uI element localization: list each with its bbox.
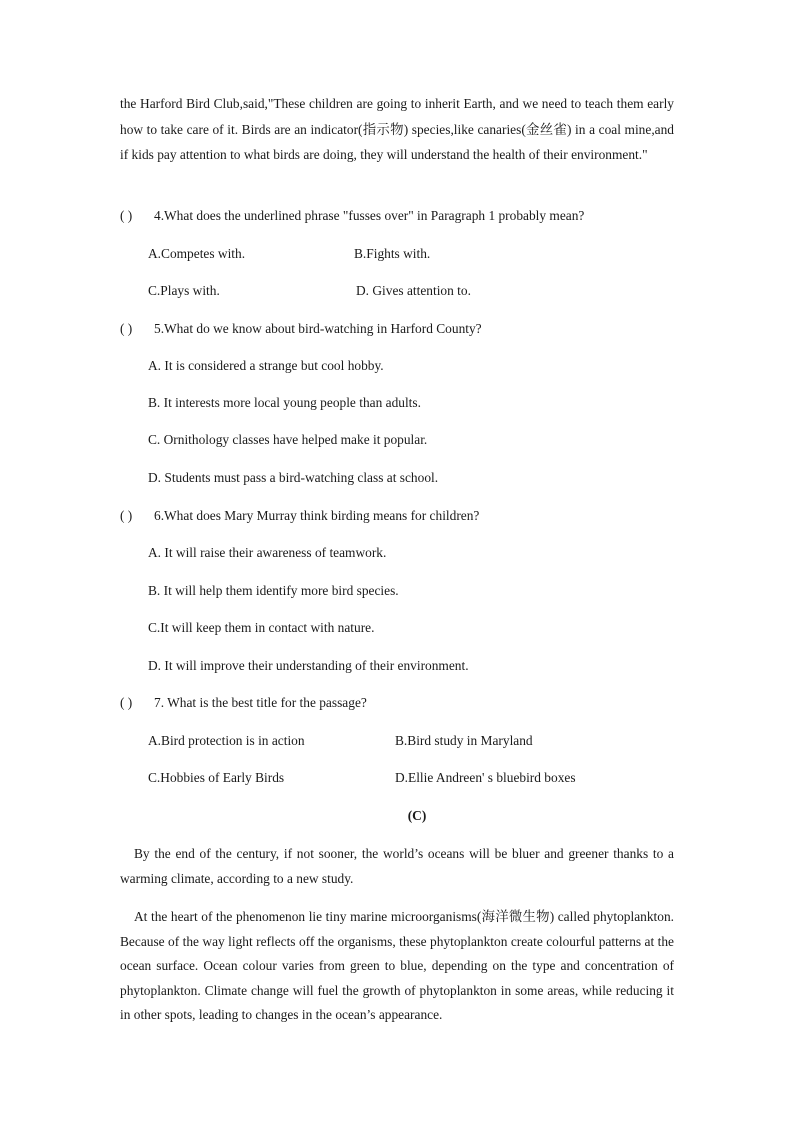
option-d: D.Ellie Andreen' s bluebird boxes — [395, 770, 576, 785]
answer-blank[interactable]: ( ) — [120, 208, 133, 223]
question-stem: 6.What does Mary Murray think birding means for children? — [154, 508, 480, 523]
question-stem: 5.What do we know about bird-watching in Harford County? — [154, 321, 482, 336]
option-b: B. It interests more local young people than adults. — [148, 395, 421, 410]
question-stem: 4.What does the underlined phrase "fusses over" in Paragraph 1 probably mean? — [154, 208, 585, 223]
option-d: D. Gives attention to. — [356, 283, 471, 298]
question-4 — [120, 208, 584, 224]
option-c: C.It will keep them in contact with nature. — [148, 620, 375, 635]
question-stem: 7. What is the best title for the passage? — [154, 695, 367, 710]
option-a: A. It is considered a strange but cool hobby. — [148, 358, 384, 373]
option-c: C.Plays with. — [148, 283, 220, 298]
option-c: C.Hobbies of Early Birds — [148, 770, 285, 785]
option-d: D. Students must pass a bird-watching class at school. — [148, 470, 439, 485]
question-5 — [120, 321, 482, 337]
answer-blank[interactable]: ( ) — [120, 695, 133, 710]
intro-paragraph: the Harford Bird Club,said,"These children are going to inherit Earth, and we need to teach them early how to take care of it. Birds are an indicator(指示物) species,like canaries(金丝雀) in a coal mine,and if kids pay attention to what birds are doing, they will understand the health of their environment." — [120, 96, 674, 162]
option-b: B. It will help them identify more bird species. — [148, 583, 399, 598]
answer-blank[interactable]: ( ) — [120, 321, 133, 336]
section-c-paragraph-2: At the heart of the phenomenon lie tiny marine microorganisms(海洋微生物) called phytoplankton. Because of the way light reflects off the organisms, these phytoplankton create colourful patterns at the ocean surface. Ocean colour varies from green to blue, depending on the type and concentration of phytoplankton. Climate change will fuel the growth of phytoplankton in some areas, while reducing it in other spots, leading to changes in the ocean’s appearance. — [120, 909, 674, 1022]
section-heading: (C) — [407, 808, 427, 823]
question-6 — [120, 508, 479, 524]
answer-blank[interactable]: ( ) — [120, 508, 133, 523]
option-a: A.Competes with. — [148, 246, 246, 261]
option-d: D. It will improve their understanding of their environment. — [148, 658, 469, 673]
option-b: B.Bird study in Maryland — [395, 733, 533, 748]
option-a: A.Bird protection is in action — [148, 733, 305, 748]
option-b: B.Fights with. — [354, 246, 431, 261]
option-a: A. It will raise their awareness of teamwork. — [148, 545, 387, 560]
option-c: C. Ornithology classes have helped make it popular. — [148, 432, 428, 447]
question-7 — [120, 695, 367, 711]
section-c-paragraph-1: By the end of the century, if not sooner, the world’s oceans will be bluer and greener thanks to a warming climate, according to a new study. — [120, 846, 674, 886]
